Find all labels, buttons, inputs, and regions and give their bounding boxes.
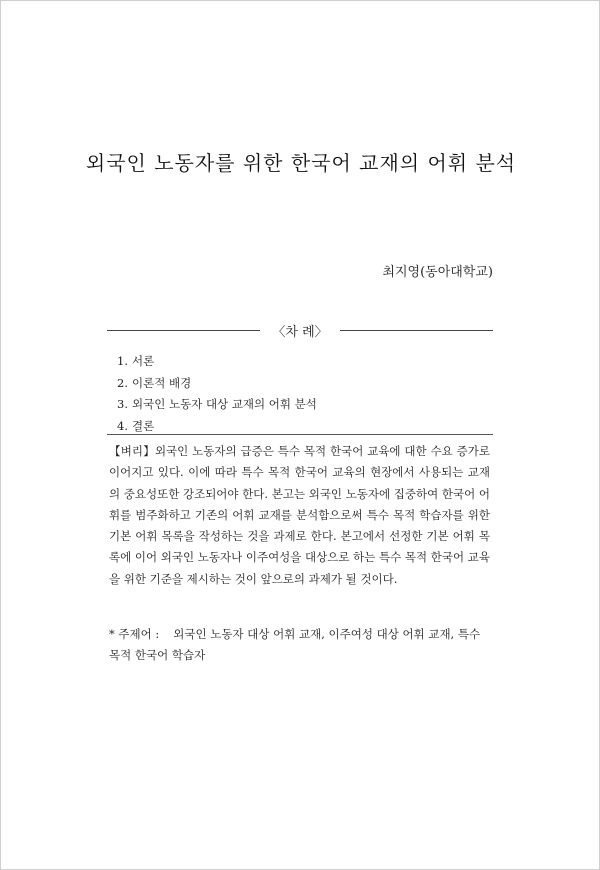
toc-item [117, 394, 317, 416]
toc-item-label: 외국인 노동자 대상 교재의 어휘 분석 [131, 397, 317, 411]
table-of-contents [117, 351, 317, 437]
abstract-tag: 【벼리】 [109, 444, 155, 458]
toc-item-label: 서론 [131, 354, 155, 368]
abstract [109, 441, 490, 590]
toc-item-number: 2. [117, 375, 128, 390]
toc-item [117, 351, 317, 373]
keywords-text: 외국인 노동자 대상 어휘 교재, 이주여성 대상 어휘 교재, 특수 목적 한국어 학습자 [109, 627, 481, 662]
keywords-label: * 주제어 : [109, 627, 160, 641]
toc-item-number: 1. [117, 354, 128, 368]
toc-heading: 〈차 례〉 [272, 324, 328, 340]
toc-item-number: 3. [117, 397, 128, 411]
abstract-text: 외국인 노동자의 급증은 특수 목적 한국어 교육에 대한 수요 증가로 이어지고 있다. 이에 따라 특수 목적 한국어 교육의 현장에서 사용되는 교재의 중요성또한 강조되어야 한다. 본고는 외국인 노동자에 집중하여 한국어 어휘를 범주화하고 기존의 어휘 교재를 분석함으로써 특수 목적 학습자를 위한 기본 어휘 목록을 작성하는 것을 과제로 한다. 본고에서 선정한 기본 어휘 목록에 이어 외국인 노동자나 이주여성을 대상으로 하는 특수 목적 한국어 교육을 위한 기준을 제시하는 것이 앞으로의 과제가 될 것이다. [109, 444, 490, 586]
toc-item-number: 4. [117, 418, 128, 433]
toc-header [107, 320, 493, 340]
toc-rule-left [107, 330, 260, 331]
toc-item-label: 이론적 배경 [131, 375, 192, 390]
author-affiliation: 최지영(동아대학교) [382, 265, 493, 280]
toc-item [117, 373, 317, 395]
section-divider [107, 434, 493, 435]
toc-item-label: 결론 [131, 418, 155, 433]
keywords [109, 624, 490, 666]
paper-title: 외국인 노동자를 위한 한국어 교재의 어휘 분석 [85, 151, 517, 175]
toc-rule-right [340, 330, 493, 331]
